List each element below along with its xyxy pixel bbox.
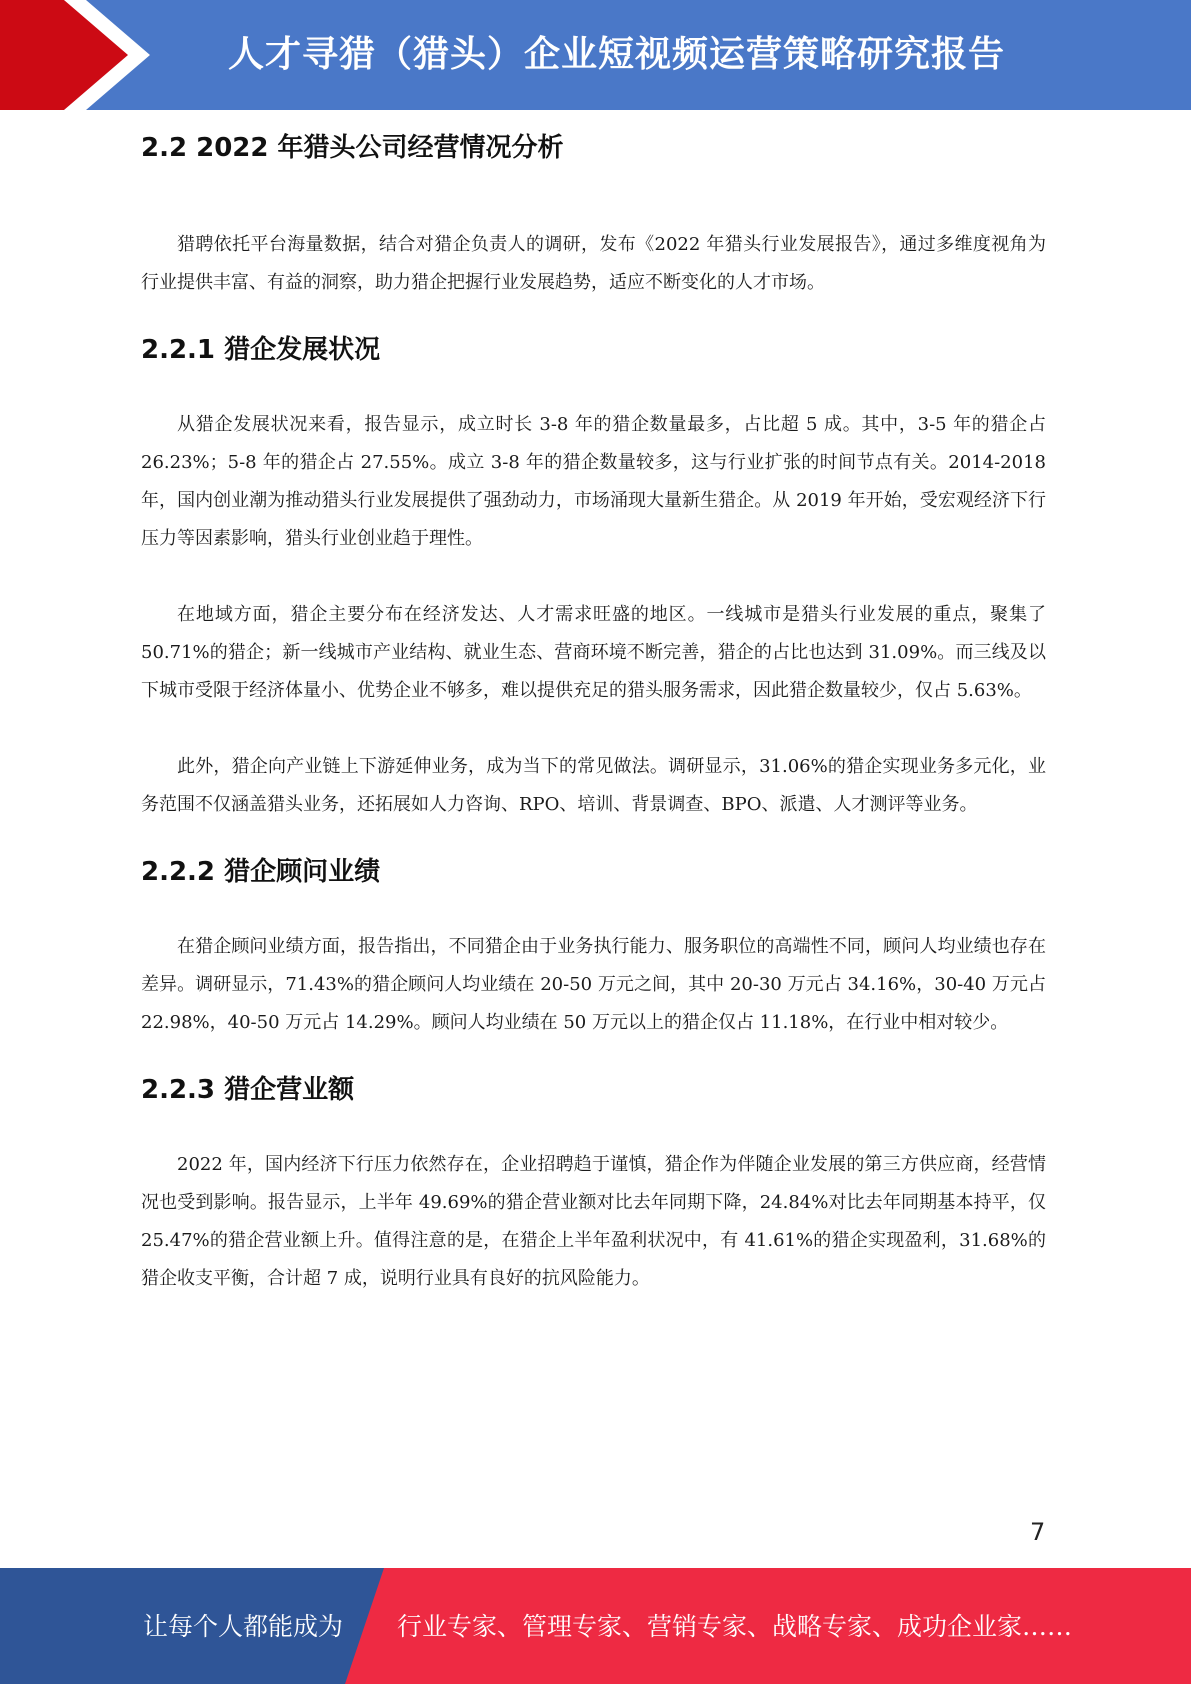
report-title: 人才寻猎（猎头）企业短视频运营策略研究报告 bbox=[228, 34, 1006, 75]
paragraph: 在猎企顾问业绩方面，报告指出，不同猎企由于业务执行能力、服务职位的高端性不同，顾问人均业绩也存在差异。调研显示，71.43%的猎企顾问人均业绩在 20-50 万元之间，其中 20-30 万元占 34.16%，30-40 万元占 22.98%，40-50 万元占 14.29%。顾问人均业绩在 50 万元以上的猎企仅占 11.18%，在行业中相对较少。 bbox=[141, 936, 1046, 1033]
section-heading-2-2: 2.2 2022 年猎头公司经营情况分析 bbox=[141, 133, 564, 163]
paragraph: 2022 年，国内经济下行压力依然存在，企业招聘趋于谨慎，猎企作为伴随企业发展的第三方供应商，经营情况也受到影响。报告显示，上半年 49.69%的猎企营业额对比去年同期下降，24.84%对比去年同期基本持平，仅 25.47%的猎企营业额上升。值得注意的是，在猎企上半年盈利状况中，有 41.61%的猎企实现盈利，31.68%的猎企收支平衡，合计超 7 成，说明行业具有良好的抗风险能力。 bbox=[141, 1154, 1046, 1289]
paragraph: 此外，猎企向产业链上下游延伸业务，成为当下的常见做法。调研显示，31.06%的猎企实现业务多元化，业务范围不仅涵盖猎头业务，还拓展如人力咨询、RPO、培训、背景调查、BPO、派遣、人才测评等业务。 bbox=[141, 756, 1046, 815]
footer-slogan-left: 让每个人都能成为 bbox=[143, 1612, 344, 1641]
page-footer bbox=[0, 1568, 1191, 1684]
footer-slogan-right: 行业专家、管理专家、营销专家、战略专家、成功企业家…… bbox=[397, 1612, 1073, 1641]
section-heading-2-2-2: 2.2.2 猎企顾问业绩 bbox=[141, 857, 381, 887]
section-heading-2-2-3: 2.2.3 猎企营业额 bbox=[141, 1075, 355, 1105]
paragraph: 从猎企发展状况来看，报告显示，成立时长 3-8 年的猎企数量最多，占比超 5 成。其中，3-5 年的猎企占 26.23%；5-8 年的猎企占 27.55%。成立 3-8 年的猎企数量较多，这与行业扩张的时间节点有关。2014-2018 年，国内创业潮为推动猎头行业发展提供了强劲动力，市场涌现大量新生猎企。从 2019 年开始，受宏观经济下行压力等因素影响，猎头行业创业趋于理性。 bbox=[141, 414, 1046, 549]
paragraph: 猎聘依托平台海量数据，结合对猎企负责人的调研，发布《2022 年猎头行业发展报告》，通过多维度视角为行业提供丰富、有益的洞察，助力猎企把握行业发展趋势，适应不断变化的人才市场。 bbox=[141, 234, 1046, 293]
paragraph: 在地域方面，猎企主要分布在经济发达、人才需求旺盛的地区。一线城市是猎头行业发展的重点，聚集了 50.71%的猎企；新一线城市产业结构、就业生态、营商环境不断完善，猎企的占比也达到 31.09%。而三线及以下城市受限于经济体量小、优势企业不够多，难以提供充足的猎头服务需求，因此猎企数量较少，仅占 5.63%。 bbox=[141, 604, 1046, 701]
main-content bbox=[141, 128, 1046, 1298]
section-heading-2-2-1: 2.2.1 猎企发展状况 bbox=[141, 335, 381, 365]
page-number: 7 bbox=[1030, 1518, 1046, 1546]
page-header bbox=[0, 0, 1191, 110]
